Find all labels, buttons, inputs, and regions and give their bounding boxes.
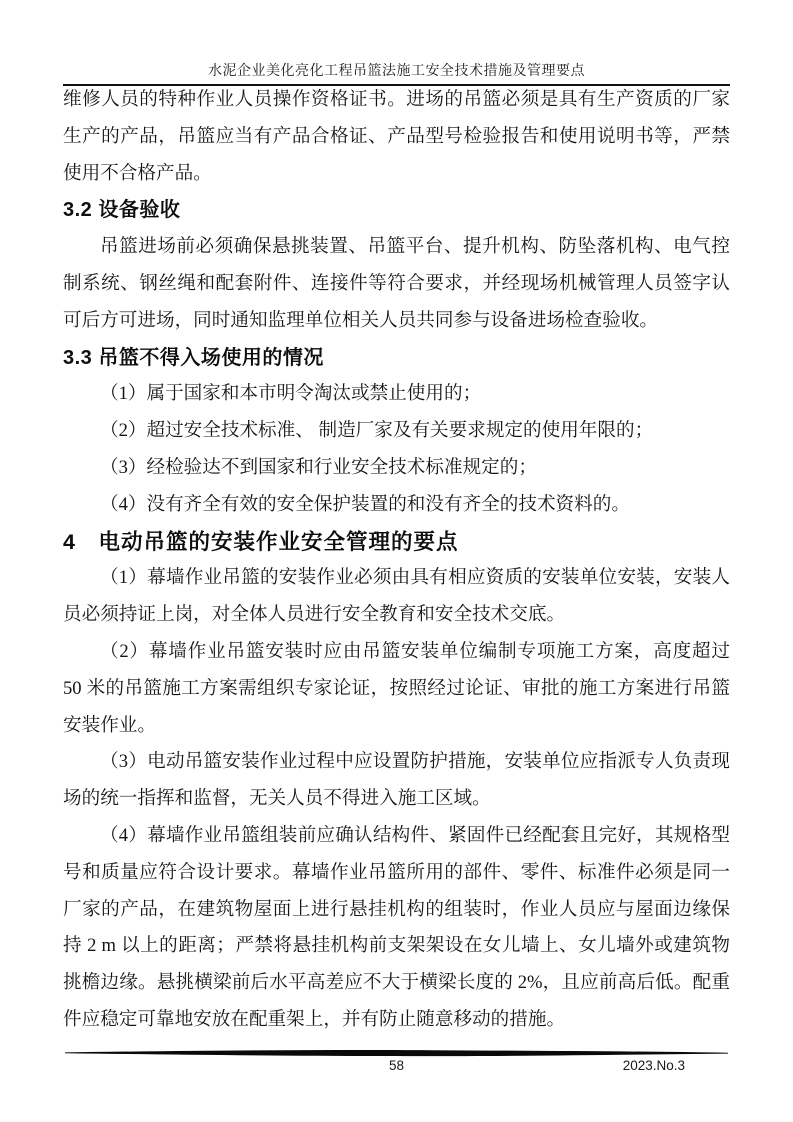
text-line: 挑檐边缘。悬挑横梁前后水平高差应不大于横梁长度的 2%，且应前高后低。配重 bbox=[63, 972, 730, 994]
paragraph bbox=[63, 744, 730, 818]
text-line: （3）电动吊篮安装作业过程中应设置防护措施，安装单位应指派专人负责现 bbox=[100, 751, 730, 773]
header-title: 水泥企业美化亮化工程吊篮法施工安全技术措施及管理要点 bbox=[208, 64, 585, 79]
text-line: 可后方可进场，同时通知监理单位相关人员共同参与设备进场检查验收。 bbox=[63, 309, 659, 331]
paragraph bbox=[63, 818, 730, 1039]
document-body bbox=[63, 82, 730, 1039]
text-line: 员必须持证上岗，对全体人员进行安全教育和安全技术交底。 bbox=[63, 604, 566, 626]
paragraph bbox=[63, 634, 730, 744]
text-line: （3）经检验达不到国家和行业安全技术标准规定的； bbox=[100, 456, 537, 478]
paragraph bbox=[63, 487, 730, 524]
paragraph bbox=[63, 229, 730, 339]
text-line: （1）属于国家和本市明令淘汰或禁止使用的； bbox=[100, 383, 482, 405]
text-line: 使用不合格产品。 bbox=[63, 162, 212, 184]
text-line: （4）没有齐全有效的安全保护装置的和没有齐全的技术资料的。 bbox=[100, 493, 630, 515]
section-heading: 3.3 吊篮不得入场使用的情况 bbox=[63, 346, 324, 369]
section-heading: 4 电动吊篮的安装作业安全管理的要点 bbox=[63, 529, 459, 554]
paragraph bbox=[63, 82, 730, 192]
text-line: 场的统一指挥和监督，无关人员不得进入施工区域。 bbox=[63, 788, 491, 810]
text-line: 吊篮进场前必须确保悬挑装置、吊篮平台、提升机构、防坠落机构、电气控 bbox=[100, 236, 730, 258]
paragraph bbox=[63, 376, 730, 413]
text-line: 生产的产品，吊篮应当有产品合格证、产品型号检验报告和使用说明书等，严禁 bbox=[63, 125, 730, 147]
text-line: 号和质量应符合设计要求。幕墙作业吊篮所用的部件、零件、标准件必须是同一 bbox=[63, 861, 730, 883]
page-header bbox=[63, 0, 730, 86]
text-line: 维修人员的特种作业人员操作资格证书。进场的吊篮必须是具有生产资质的厂家 bbox=[63, 89, 730, 110]
paragraph bbox=[63, 413, 730, 450]
footer-bar-shape bbox=[65, 1050, 728, 1056]
text-line: 厂家的产品，在建筑物屋面上进行悬挂机构的组装时，作业人员应与屋面边缘保 bbox=[63, 898, 730, 920]
text-line: （1）幕墙作业吊篮的安装作业必须由具有相应资质的安装单位安装，安装人 bbox=[100, 567, 730, 589]
text-line: （4）幕墙作业吊篮组装前应确认结构件、紧固件已经配套且完好，其规格型 bbox=[100, 824, 730, 846]
page-footer bbox=[63, 1058, 730, 1078]
paragraph bbox=[63, 560, 730, 634]
text-line: 50 米的吊篮施工方案需组织专家论证，按照经过论证、审批的施工方案进行吊篮 bbox=[63, 677, 730, 699]
text-line: 持 2 m 以上的距离；严禁将悬挂机构前支架架设在女儿墙上、女儿墙外或建筑物 bbox=[63, 935, 730, 957]
text-line: 安装作业。 bbox=[63, 714, 156, 736]
footer-bar bbox=[63, 1048, 730, 1058]
page-number: 58 bbox=[388, 1058, 405, 1073]
text-line: （2）超过安全技术标准、 制造厂家及有关要求规定的使用年限的； bbox=[100, 420, 654, 442]
text-line: 件应稳定可靠地安放在配重架上，并有防止随意移动的措施。 bbox=[63, 1008, 566, 1030]
section-heading: 3.2 设备验收 bbox=[63, 199, 181, 222]
issue-number: 2023.No.3 bbox=[622, 1058, 685, 1073]
paragraph bbox=[63, 450, 730, 487]
text-line: （2）幕墙作业吊篮安装时应由吊篮安装单位编制专项施工方案，高度超过 bbox=[100, 640, 730, 662]
text-line: 制系统、钢丝绳和配套附件、连接件等符合要求，并经现场机械管理人员签字认 bbox=[63, 272, 730, 294]
